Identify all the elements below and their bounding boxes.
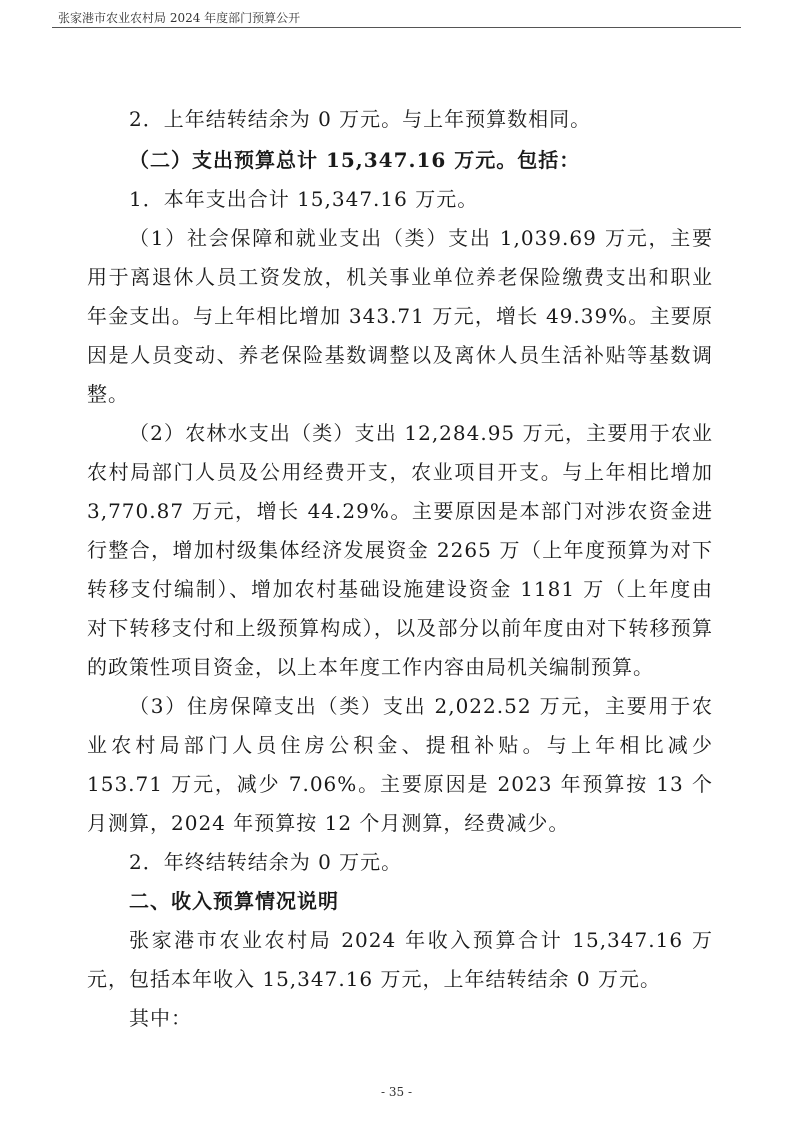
income-paragraph: 张家港市农业农村局 2024 年收入预算合计 15,347.16 万元，包括本年收入 15,347.16 万元，上年结转结余 0 万元。 [87,928,713,991]
among-line: 其中： [129,1006,192,1030]
agriculture-paragraph: （2）农林水支出（类）支出 12,284.95 万元，主要用于农业农村局部门人员及公用经费开支，农业项目开支。与上年相比增加 3,770.87 万元，增长 44.29%。主要原因是本部门对涉农资金进行整合，增加村级集体经济发展资金 2265 万（上年度预算为对下转移支付编制）、增加农村基础设施建设资金 1181 万（上年度由对下转移支付和上级预算构成），以及部分以前年度由对下转移预算的政策性项目资金，以上本年度工作内容由局机关编制预算。 [87,421,713,679]
page-number: - 35 - [380,1085,412,1099]
social-security-paragraph: （1）社会保障和就业支出（类）支出 1,039.69 万元，主要用于离退休人员工资发放，机关事业单位养老保险缴费支出和职业年金支出。与上年相比增加 343.71 万元，增长 49.39%。主要原因是人员变动、养老保险基数调整以及离休人员生活补贴等基数调整。 [87,226,713,406]
income-heading: 二、收入预算情况说明 [129,889,339,913]
year-end-carryover-line: 2．年终结转结余为 0 万元。 [129,850,403,874]
document-body [87,100,713,1038]
carryover-line: 2．上年结转结余为 0 万元。与上年预算数相同。 [129,107,592,131]
header-divider [52,27,741,28]
housing-paragraph: （3）住房保障支出（类）支出 2,022.52 万元，主要用于农业农村局部门人员住房公积金、提租补贴。与上年相比减少 153.71 万元，减少 7.06%。主要原因是 2023 年预算按 13 个月测算，2024 年预算按 12 个月测算，经费减少。 [87,694,713,835]
page-header [52,0,741,30]
total-expense-line: 1．本年支出合计 15,347.16 万元。 [129,187,479,211]
expense-heading: （二）支出预算总计 15,347.16 万元。包括： [129,148,581,172]
header-title: 张家港市农业农村局 2024 年度部门预算公开 [58,11,301,25]
